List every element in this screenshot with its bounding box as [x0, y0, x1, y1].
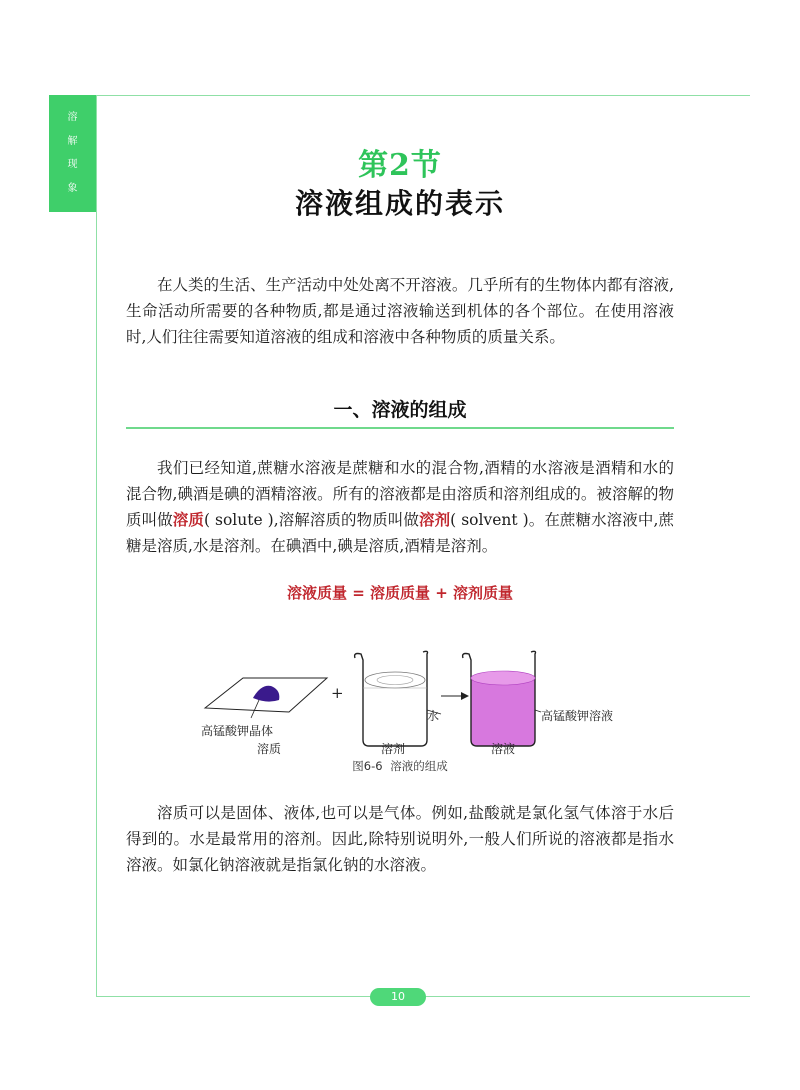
water-beaker [355, 651, 441, 746]
arrow-head [461, 692, 469, 700]
frame-top-line [96, 95, 750, 96]
label-crystal: 高锰酸钾晶体 [201, 724, 274, 738]
figure-caption: 图6-6 溶液的组成 [352, 759, 448, 773]
paragraph-text: ,溶解溶质的物质叫做 [273, 511, 419, 529]
solute-english: ( solute ) [203, 511, 274, 529]
caption-solute: 溶质 [257, 742, 282, 756]
side-tab-char: 象 [67, 183, 78, 195]
section-number: 第2节 [358, 148, 442, 183]
term-solute: 溶质 [172, 511, 204, 529]
caption-solvent: 溶剂 [381, 742, 406, 756]
plus-sign: + [331, 684, 344, 702]
page-number: 10 [370, 988, 426, 1006]
term-solvent: 溶剂 [418, 511, 451, 529]
solvent-english: ( solvent ) [450, 511, 529, 529]
closing-paragraph: 溶质可以是固体、液体,也可以是气体。例如,盐酸就是氯化氢气体溶于水后得到的。水是最常用的溶剂。因此,除特别说明外,一般人们所说的溶液都是指水溶液。如氯化钠溶液就是指氯化钠的水溶液。 [126, 804, 674, 874]
solution-beaker [463, 651, 541, 746]
subsection-rule [126, 427, 674, 429]
side-tab-char: 溶 [67, 111, 78, 123]
frame-left-line [96, 95, 97, 997]
caption-solution: 溶液 [491, 742, 516, 756]
composition-paragraph [126, 455, 674, 559]
subsection-heading: 一、溶液的组成 [333, 399, 467, 421]
paragraph-text: 我们已经知道,蔗糖水溶液是蔗糖和水的混合物,酒精的水溶液是酒精和水的混合物,碘酒是碘的酒精溶液。所有的溶液都是由溶质和溶剂组成的。被溶解的物质叫做 [126, 459, 674, 529]
intro-paragraph: 在人类的生活、生产活动中处处离不开溶液。几乎所有的生物体内都有溶液,生命活动所需要的各种物质,都是通过溶液输送到机体的各个部位。在使用溶液时,人们往往需要知道溶液的组成和溶液中各种物质的质量关系。 [126, 276, 674, 346]
section-title: 溶液组成的表示 [294, 187, 505, 220]
paragraph-text: 。在蔗糖水溶液中,蔗糖是溶质,水是溶剂。在碘酒中,碘是溶质,酒精是溶剂。 [126, 511, 674, 555]
label-solution: 高锰酸钾溶液 [541, 709, 614, 723]
mass-formula: 溶液质量 = 溶质质量 + 溶剂质量 [286, 584, 514, 602]
side-tab-char: 现 [67, 159, 78, 171]
side-tab-char: 解 [67, 135, 78, 147]
label-water: 水 [427, 709, 440, 723]
